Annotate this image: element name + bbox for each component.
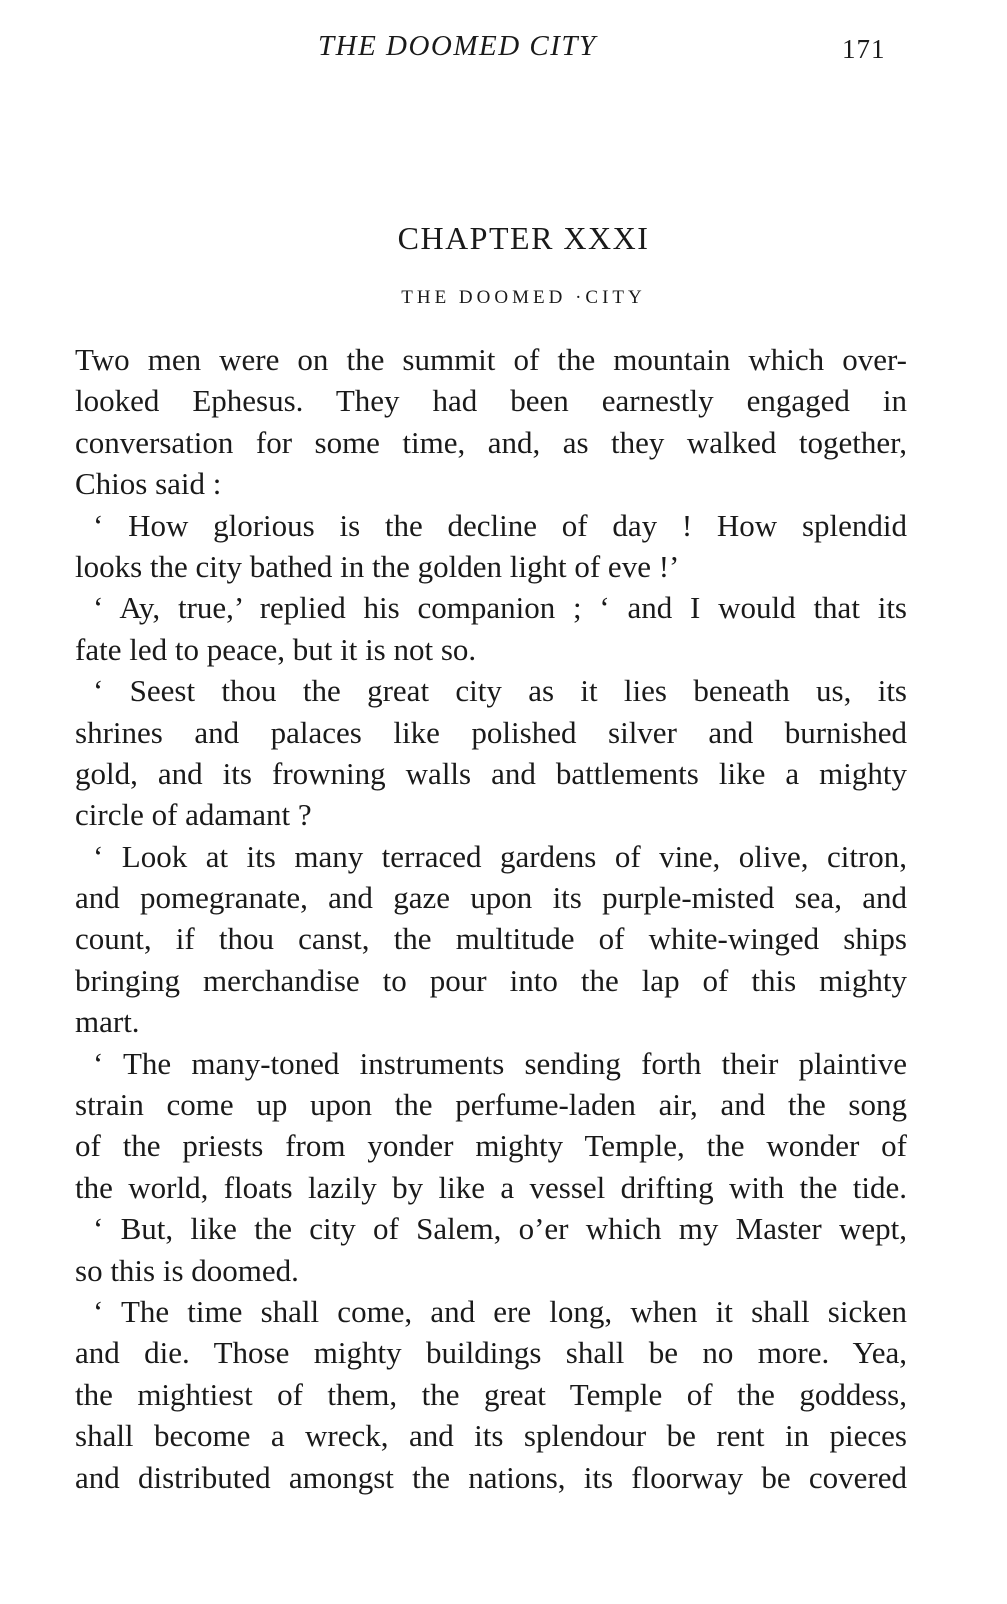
text-line: bringing merchandise to pour into the lap of this mighty: [75, 962, 907, 998]
text-line: and distributed amongst the nations, its floorway be covered: [75, 1459, 907, 1495]
text-line: looked Ephesus. They had been earnestly engaged in: [75, 383, 907, 419]
text-line: the world, floats lazily by like a vessel drifting with the tide.: [75, 1169, 907, 1205]
text-line: circle of adamant ?: [75, 797, 312, 833]
chapter-subtitle: THE DOOMED ·CITY: [401, 287, 646, 308]
text-line: of the priests from yonder mighty Temple, the wonder of: [75, 1128, 907, 1164]
text-line: and die. Those mighty buildings shall be no more. Yea,: [75, 1335, 907, 1371]
running-head: [0, 30, 1007, 70]
body-text: [75, 339, 907, 1498]
chapter-heading: CHAPTER XXXI: [397, 220, 650, 256]
text-line: ‘ Ay, true,’ replied his companion ; ‘ and I would that its: [93, 590, 907, 626]
text-line: mart.: [75, 1004, 140, 1040]
text-line: the mightiest of them, the great Temple of the goddess,: [75, 1376, 907, 1412]
text-line: so this is doomed.: [75, 1252, 299, 1288]
running-title: THE DOOMED CITY: [318, 30, 597, 62]
page-number: 171: [842, 34, 886, 64]
text-line: strain come up upon the perfume-laden air, and the song: [75, 1087, 907, 1123]
text-line: looks the city bathed in the golden light of eve !’: [75, 548, 680, 584]
text-line: ‘ The many-toned instruments sending forth their plaintive: [93, 1045, 907, 1081]
text-line: shrines and palaces like polished silver and burnished: [75, 714, 907, 750]
text-line: fate led to peace, but it is not so.: [75, 631, 477, 667]
text-line: Two men were on the summit of the mountain which over-: [75, 342, 907, 377]
text-line: Chios said :: [75, 466, 222, 502]
text-line: ‘ Look at its many terraced gardens of vine, olive, citron,: [93, 838, 907, 874]
text-line: ‘ Seest thou the great city as it lies beneath us, its: [93, 673, 907, 709]
text-line: ‘ How glorious is the decline of day ! How splendid: [93, 507, 907, 543]
text-line: conversation for some time, and, as they walked together,: [75, 424, 907, 460]
text-line: ‘ But, like the city of Salem, o’er which my Master wept,: [93, 1211, 907, 1247]
text-line: gold, and its frowning walls and battlements like a mighty: [75, 755, 907, 791]
text-line: shall become a wreck, and its splendour be rent in pieces: [75, 1418, 907, 1454]
text-line: ‘ The time shall come, and ere long, when it shall sicken: [93, 1293, 907, 1329]
text-line: and pomegranate, and gaze upon its purple-misted sea, and: [75, 880, 907, 916]
text-line: count, if thou canst, the multitude of white-winged ships: [75, 921, 907, 957]
